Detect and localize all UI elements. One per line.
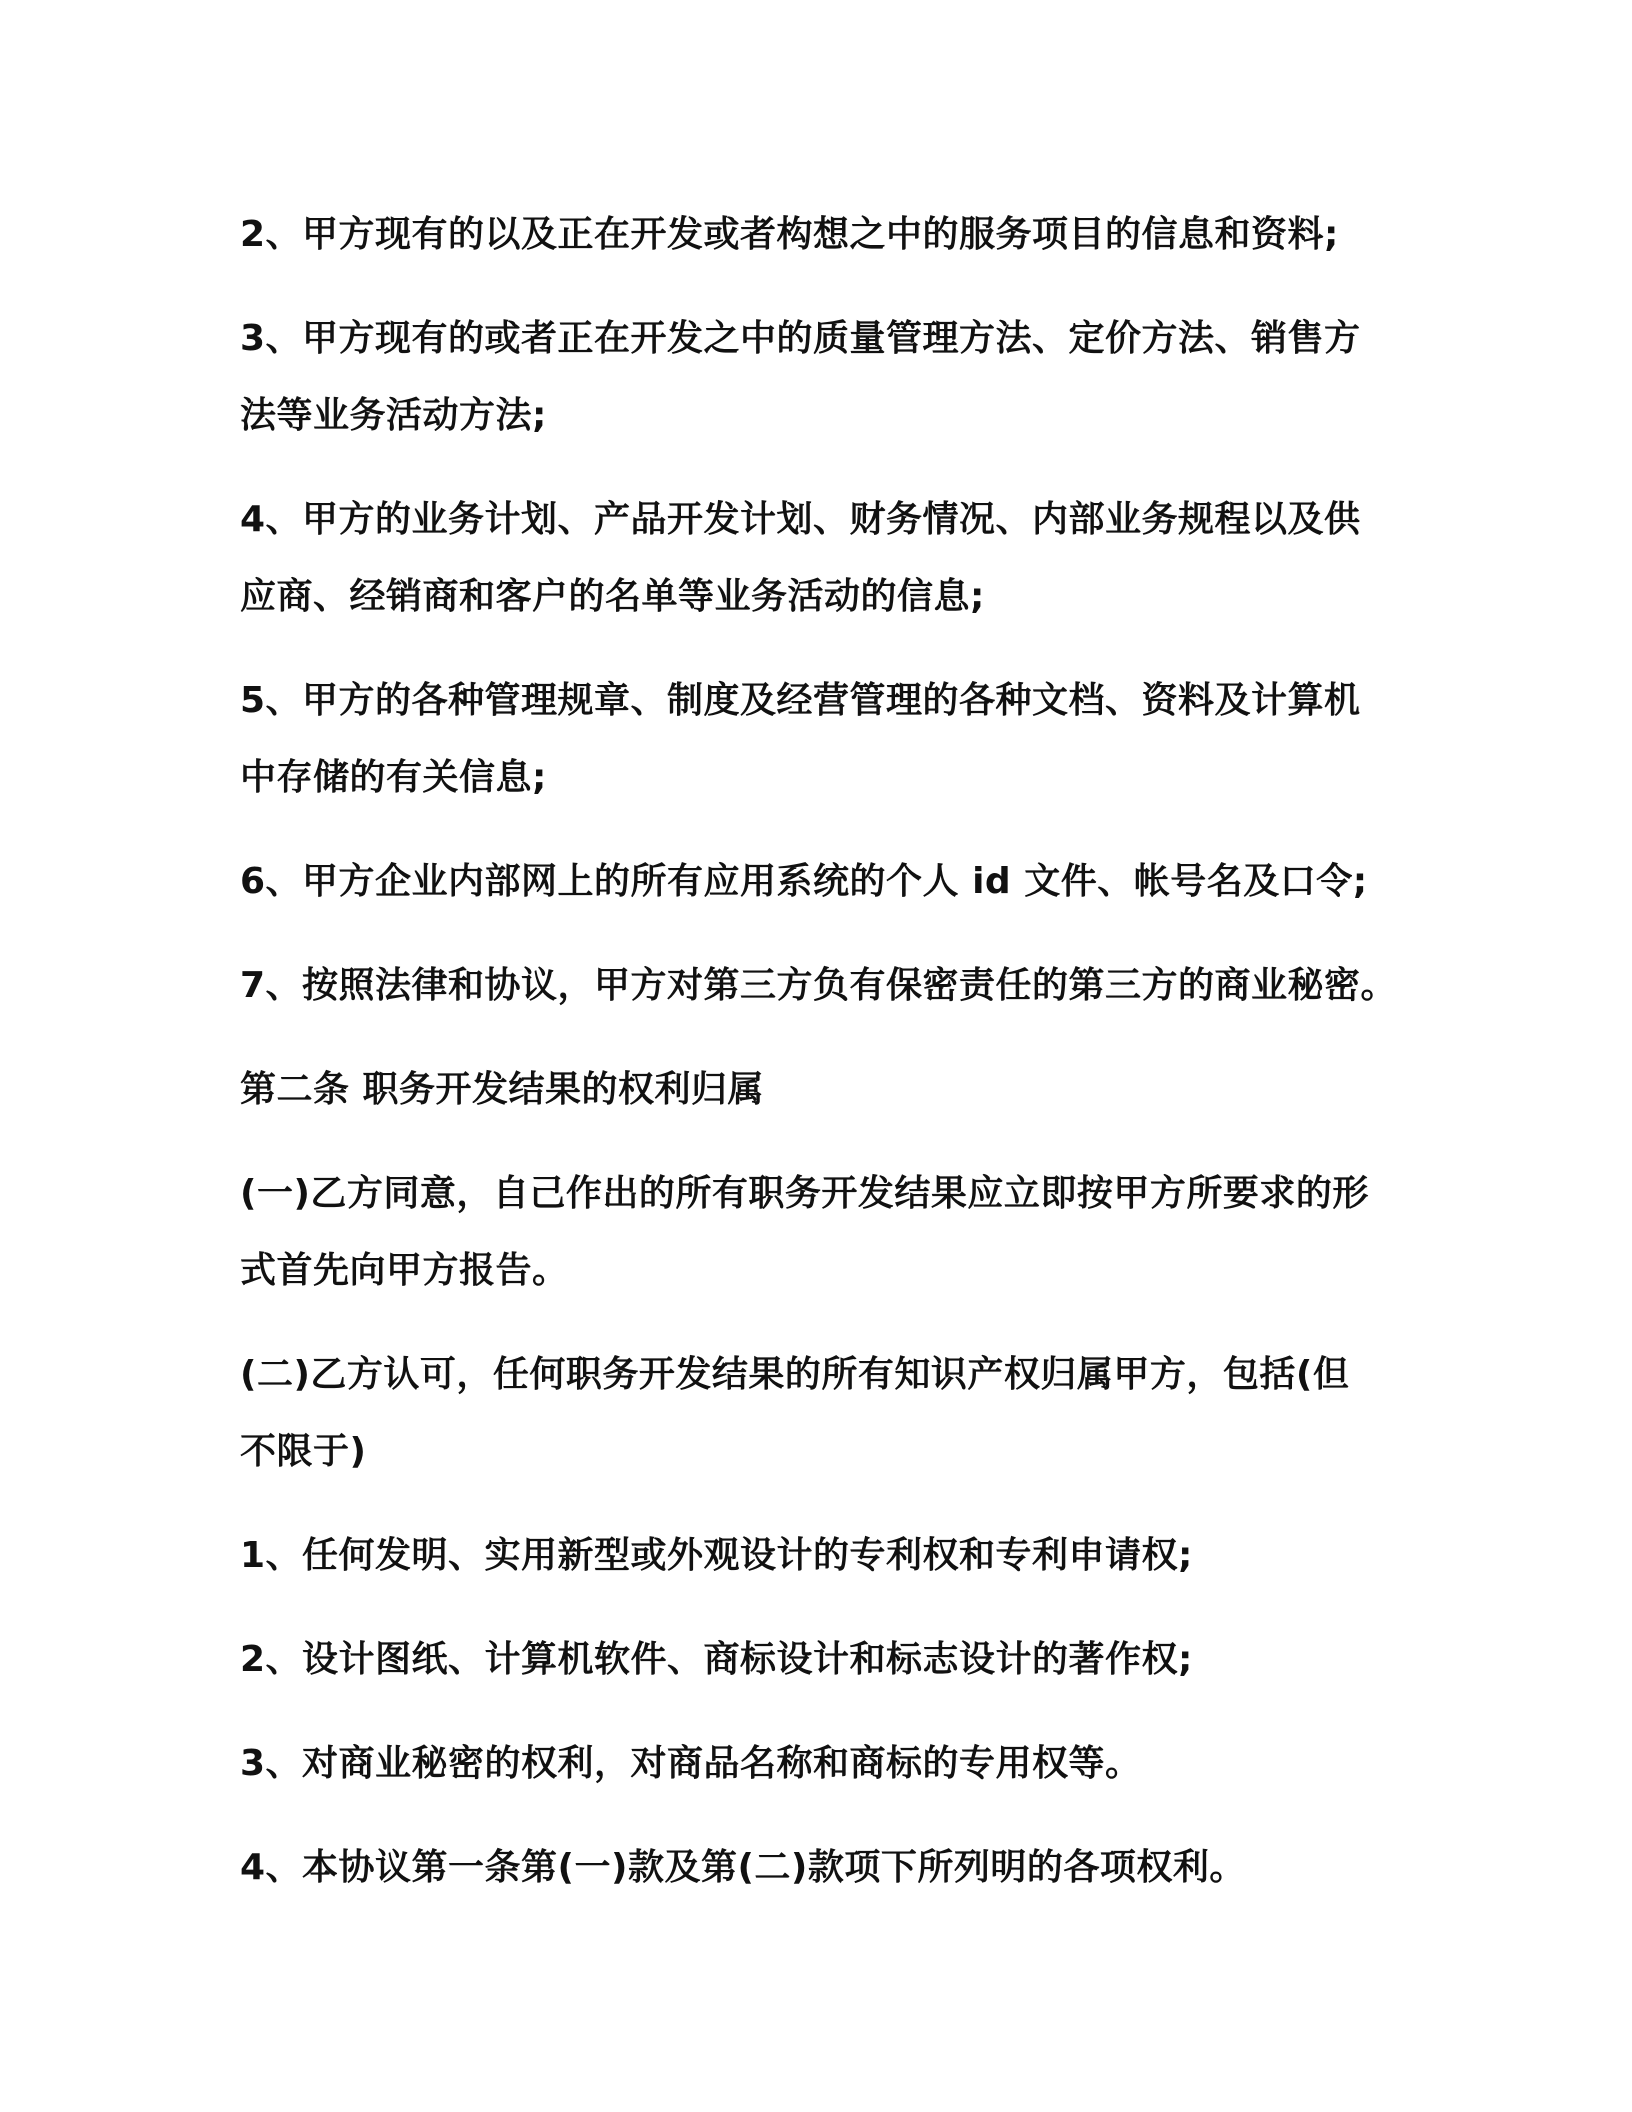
paragraph-item-3-trade-secrets: 3、对商业秘密的权利，对商品名称和商标的专用权等。 <box>240 1743 1142 1784</box>
paragraph-item-7-third-party-secrets: 7、按照法律和协议，甲方对第三方负有保密责任的第三方的商业秘密。 <box>240 965 1398 1006</box>
paragraph-item-4-listed-rights: 4、本协议第一条第(一)款及第(二)款项下所列明的各项权利。 <box>240 1847 1246 1888</box>
paragraph-clause-1-report: (一)乙方同意，自己作出的所有职务开发结果应立即按甲方所要求的形 式首先向甲方报告。 <box>240 1173 1369 1291</box>
paragraph-clause-2-ip-ownership: (二)乙方认可，任何职务开发结果的所有知识产权归属甲方，包括(但 不限于) <box>240 1354 1350 1472</box>
document-body <box>240 196 1420 1933</box>
paragraph-item-5-management-docs: 5、甲方的各种管理规章、制度及经营管理的各种文档、资料及计算机 中存储的有关信息; <box>240 680 1361 798</box>
paragraph-item-1-patents: 1、任何发明、实用新型或外观设计的专利权和专利申请权; <box>240 1535 1193 1576</box>
paragraph-item-6-intranet-accounts: 6、甲方企业内部网上的所有应用系统的个人 id 文件、帐号名及口令; <box>240 861 1368 902</box>
paragraph-item-3-business-methods: 3、甲方现有的或者正在开发之中的质量管理方法、定价方法、销售方 法等业务活动方法; <box>240 318 1361 436</box>
paragraph-item-2-copyright: 2、设计图纸、计算机软件、商标设计和标志设计的著作权; <box>240 1639 1193 1680</box>
paragraph-item-4-business-plans: 4、甲方的业务计划、产品开发计划、财务情况、内部业务规程以及供 应商、经销商和客户的名单等业务活动的信息; <box>240 499 1361 617</box>
paragraph-item-2-service-info: 2、甲方现有的以及正在开发或者构想之中的服务项目的信息和资料; <box>240 214 1339 255</box>
section-heading-article-2: 第二条 职务开发结果的权利归属 <box>240 1069 765 1110</box>
